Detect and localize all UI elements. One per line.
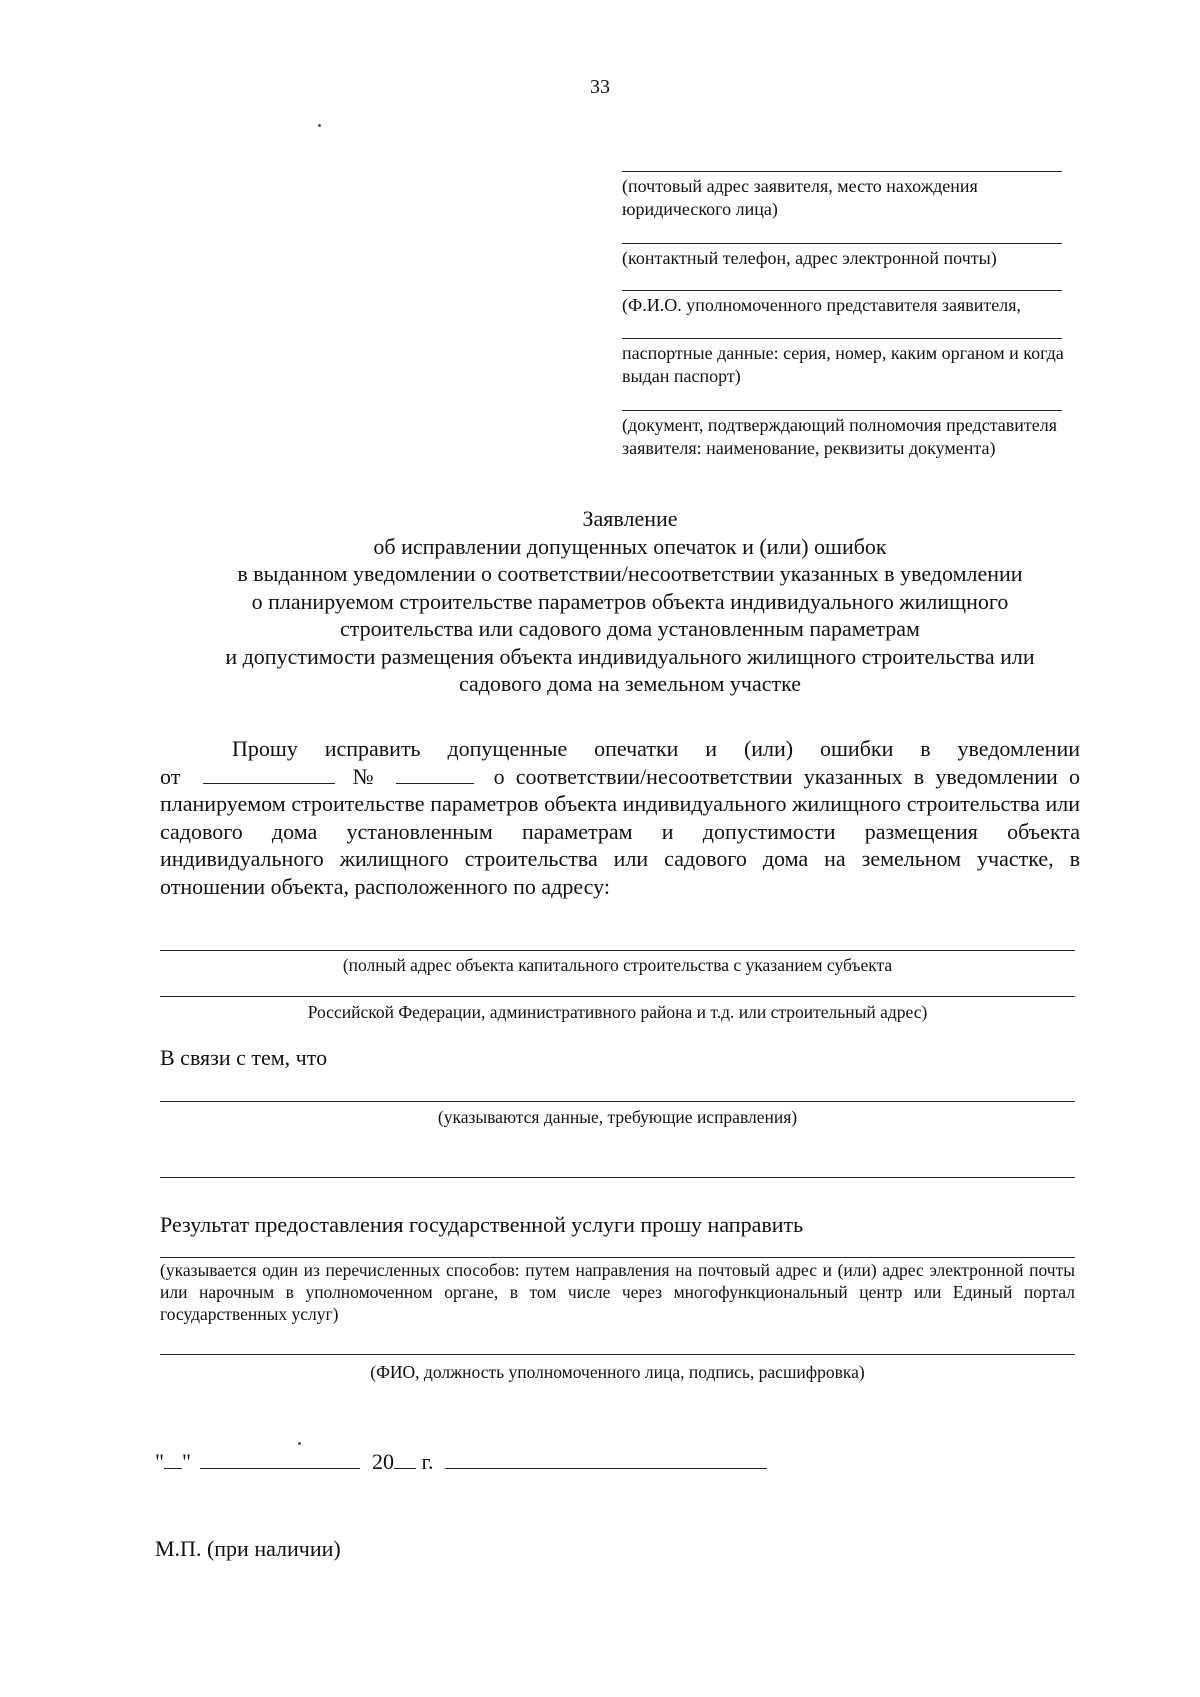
title-line-1: об исправлении допущенных опечаток и (или) ошибок [373,533,887,559]
from-label: от [160,763,181,789]
signature-line[interactable] [160,1354,1075,1355]
document-title [140,505,1120,698]
title-line-3: о планируемом строительстве параметров объекта индивидуального жилищного [251,588,1009,614]
day-field[interactable] [164,1448,182,1469]
passport-data-caption: паспортные данные: серия, номер, каким органом и когда выдан паспорт) [622,343,1064,386]
applicant-address-line[interactable] [622,171,1062,172]
date-signature-field[interactable] [445,1448,767,1469]
result-caption: (указывается один из перечисленных способов: путем направления на почтовый адрес и (или) адрес электронной почты или нарочным в уполномоченном органе, в том числе через многофункциональный центр или Единый портал государственных услуг) [160,1260,1075,1324]
number-label: № [352,763,380,789]
request-intro: Прошу исправить допущенные опечатки и (или) ошибки в уведомлении [232,736,1080,761]
year-prefix: 20 [371,1449,394,1474]
notice-date-field[interactable] [203,765,335,784]
quote-close: " [181,1449,191,1474]
title-line-6: садового дома на земельном участке [458,671,802,696]
scan-speck [318,124,321,127]
scan-speck [298,1442,301,1445]
address-caption-1: (полный адрес объекта капитального строительства с указанием субъекта [342,955,893,975]
year-field[interactable] [394,1448,416,1469]
quote-open: " [155,1449,164,1474]
request-body [160,763,1080,901]
reason-extra-line[interactable] [160,1177,1075,1178]
request-paragraph [160,735,1080,900]
notice-number-field[interactable] [396,765,474,784]
title-line-2: в выданном уведомлении о соответствии/несоответствии указанных в уведомлении [237,561,1023,586]
address-caption-2: Российской Федерации, административного района и т.д. или строительный адрес) [307,1002,928,1022]
applicant-contacts-line[interactable] [622,243,1062,244]
request-rest: о соответствии/несоответствии указанных в уведомлении о планируемом строительстве параметров объекта индивидуального жилищного строительства или садового дома установленным параметрам и допустимости размещения объекта индивидуального жилищного строительства или садового дома на земельном участке, в отношении объекта, расположенного по адресу: [160,763,1080,899]
address-line-1[interactable] [160,950,1075,951]
result-label: Результат предоставления государственной услуги прошу направить [160,1212,804,1237]
page-number: 33 [590,76,610,98]
title-heading: Заявление [582,506,678,531]
passport-data-line[interactable] [622,338,1062,339]
title-line-5: и допустимости размещения объекта индивидуального жилищного строительства или [225,643,1035,669]
applicant-address-caption: (почтовый адрес заявителя, место нахождения юридического лица) [622,176,978,219]
title-line-4: строительства или садового дома установленным параметрам [340,616,920,641]
date-row [155,1448,767,1475]
representative-name-caption: (Ф.И.О. уполномоченного представителя заявителя, [622,295,1022,315]
signature-caption: (ФИО, должность уполномоченного лица, подпись, расшифровка) [370,1362,865,1382]
representative-name-line[interactable] [622,290,1062,291]
applicant-contacts-caption: (контактный телефон, адрес электронной почты) [622,248,997,268]
authority-document-line[interactable] [622,410,1062,411]
authority-document-caption: (документ, подтверждающий полномочия представителя заявителя: наименование, реквизиты документа) [622,415,1058,458]
reason-line[interactable] [160,1101,1075,1102]
result-line[interactable] [160,1257,1075,1258]
year-suffix: г. [421,1449,434,1474]
month-field[interactable] [200,1448,360,1469]
reason-label: В связи с тем, что [160,1045,328,1070]
address-line-2[interactable] [160,996,1075,997]
reason-caption: (указываются данные, требующие исправления) [437,1107,798,1127]
stamp-label: М.П. (при наличии) [155,1536,341,1561]
